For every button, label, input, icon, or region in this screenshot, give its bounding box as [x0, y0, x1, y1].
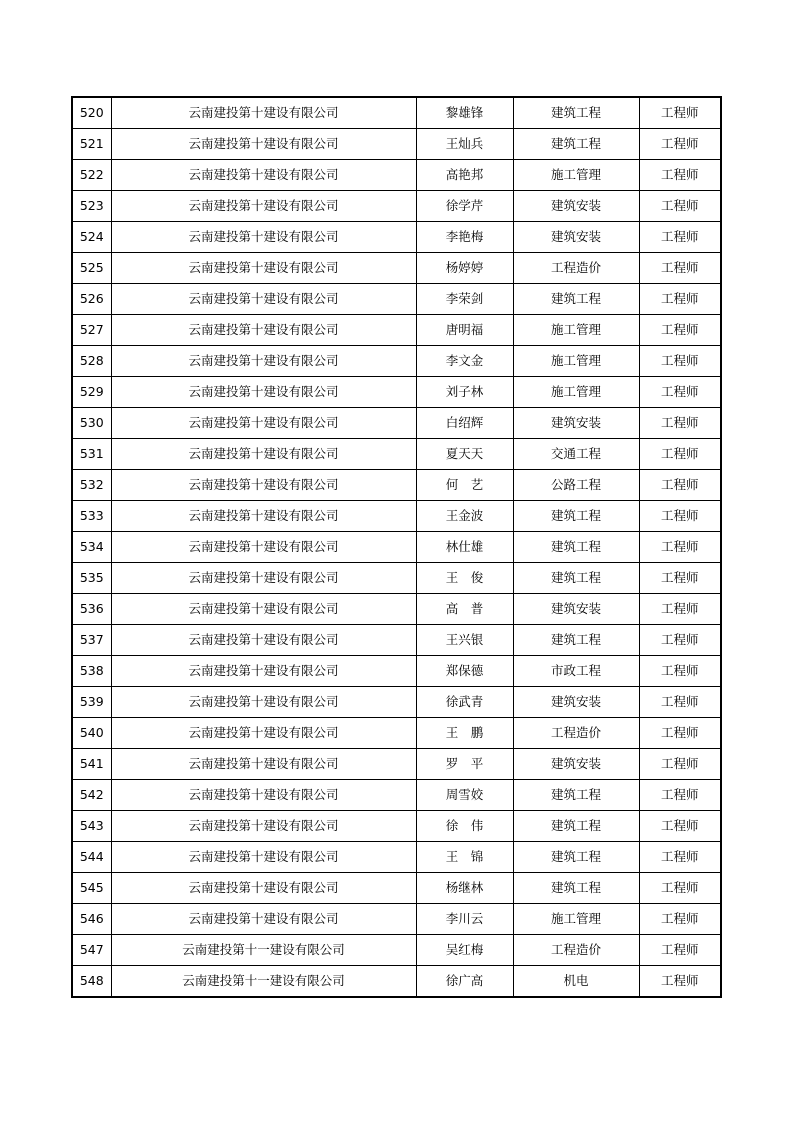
table-row	[72, 191, 721, 222]
person-name-cell: 郑保德	[416, 656, 513, 687]
table-row	[72, 501, 721, 532]
company-cell: 云南建投第十建设有限公司	[111, 97, 416, 129]
row-number-cell: 532	[72, 470, 111, 501]
job-title-cell: 工程师	[639, 284, 721, 315]
company-cell: 云南建投第十建设有限公司	[111, 718, 416, 749]
row-number-cell: 547	[72, 935, 111, 966]
job-title-cell: 工程师	[639, 532, 721, 563]
job-title-cell: 工程师	[639, 191, 721, 222]
person-name-cell: 杨继林	[416, 873, 513, 904]
person-name-cell: 何 艺	[416, 470, 513, 501]
person-name-cell: 王 鹏	[416, 718, 513, 749]
person-name-cell: 王灿兵	[416, 129, 513, 160]
company-cell: 云南建投第十建设有限公司	[111, 253, 416, 284]
table-row	[72, 532, 721, 563]
company-cell: 云南建投第十建设有限公司	[111, 656, 416, 687]
job-title-cell: 工程师	[639, 780, 721, 811]
company-cell: 云南建投第十建设有限公司	[111, 811, 416, 842]
specialty-cell: 建筑工程	[513, 811, 639, 842]
table-row	[72, 470, 721, 501]
company-cell: 云南建投第十建设有限公司	[111, 563, 416, 594]
row-number-cell: 530	[72, 408, 111, 439]
table-row	[72, 780, 721, 811]
person-name-cell: 杨婷婷	[416, 253, 513, 284]
specialty-cell: 工程造价	[513, 253, 639, 284]
row-number-cell: 523	[72, 191, 111, 222]
person-name-cell: 王 锦	[416, 842, 513, 873]
table-row	[72, 873, 721, 904]
row-number-cell: 543	[72, 811, 111, 842]
person-name-cell: 王金波	[416, 501, 513, 532]
specialty-cell: 工程造价	[513, 935, 639, 966]
row-number-cell: 531	[72, 439, 111, 470]
job-title-cell: 工程师	[639, 842, 721, 873]
company-cell: 云南建投第十建设有限公司	[111, 222, 416, 253]
job-title-cell: 工程师	[639, 563, 721, 594]
person-name-cell: 高艳邦	[416, 160, 513, 191]
specialty-cell: 建筑工程	[513, 873, 639, 904]
person-name-cell: 徐 伟	[416, 811, 513, 842]
job-title-cell: 工程师	[639, 470, 721, 501]
row-number-cell: 535	[72, 563, 111, 594]
specialty-cell: 建筑工程	[513, 284, 639, 315]
company-cell: 云南建投第十建设有限公司	[111, 284, 416, 315]
specialty-cell: 建筑工程	[513, 532, 639, 563]
row-number-cell: 539	[72, 687, 111, 718]
table-row	[72, 253, 721, 284]
company-cell: 云南建投第十建设有限公司	[111, 780, 416, 811]
table-row	[72, 346, 721, 377]
table-row	[72, 97, 721, 129]
job-title-cell: 工程师	[639, 935, 721, 966]
job-title-cell: 工程师	[639, 97, 721, 129]
row-number-cell: 546	[72, 904, 111, 935]
specialty-cell: 建筑工程	[513, 625, 639, 656]
person-name-cell: 王兴银	[416, 625, 513, 656]
person-name-cell: 李文金	[416, 346, 513, 377]
person-name-cell: 白绍辉	[416, 408, 513, 439]
table-row	[72, 222, 721, 253]
specialty-cell: 施工管理	[513, 904, 639, 935]
specialty-cell: 建筑工程	[513, 780, 639, 811]
row-number-cell: 525	[72, 253, 111, 284]
company-cell: 云南建投第十建设有限公司	[111, 129, 416, 160]
row-number-cell: 533	[72, 501, 111, 532]
job-title-cell: 工程师	[639, 594, 721, 625]
person-name-cell: 徐学芹	[416, 191, 513, 222]
company-cell: 云南建投第十建设有限公司	[111, 315, 416, 346]
table-row	[72, 377, 721, 408]
job-title-cell: 工程师	[639, 160, 721, 191]
specialty-cell: 建筑工程	[513, 501, 639, 532]
specialty-cell: 建筑安装	[513, 191, 639, 222]
person-name-cell: 徐广高	[416, 966, 513, 998]
company-cell: 云南建投第十建设有限公司	[111, 749, 416, 780]
job-title-cell: 工程师	[639, 687, 721, 718]
specialty-cell: 交通工程	[513, 439, 639, 470]
table-row	[72, 687, 721, 718]
table-row	[72, 625, 721, 656]
person-name-cell: 李荣剑	[416, 284, 513, 315]
company-cell: 云南建投第十建设有限公司	[111, 191, 416, 222]
row-number-cell: 545	[72, 873, 111, 904]
company-cell: 云南建投第十建设有限公司	[111, 439, 416, 470]
company-cell: 云南建投第十建设有限公司	[111, 377, 416, 408]
job-title-cell: 工程师	[639, 904, 721, 935]
person-name-cell: 唐明福	[416, 315, 513, 346]
row-number-cell: 527	[72, 315, 111, 346]
person-name-cell: 徐武青	[416, 687, 513, 718]
row-number-cell: 520	[72, 97, 111, 129]
specialty-cell: 施工管理	[513, 346, 639, 377]
row-number-cell: 537	[72, 625, 111, 656]
person-name-cell: 黎雄锋	[416, 97, 513, 129]
engineer-roster-table	[71, 96, 722, 998]
specialty-cell: 建筑安装	[513, 222, 639, 253]
row-number-cell: 541	[72, 749, 111, 780]
specialty-cell: 建筑工程	[513, 97, 639, 129]
job-title-cell: 工程师	[639, 749, 721, 780]
person-name-cell: 李川云	[416, 904, 513, 935]
table-row	[72, 656, 721, 687]
person-name-cell: 林仕雄	[416, 532, 513, 563]
table-row	[72, 408, 721, 439]
specialty-cell: 施工管理	[513, 315, 639, 346]
row-number-cell: 544	[72, 842, 111, 873]
row-number-cell: 529	[72, 377, 111, 408]
row-number-cell: 534	[72, 532, 111, 563]
table-row	[72, 160, 721, 191]
person-name-cell: 周雪姣	[416, 780, 513, 811]
company-cell: 云南建投第十建设有限公司	[111, 470, 416, 501]
company-cell: 云南建投第十建设有限公司	[111, 625, 416, 656]
person-name-cell: 王 俊	[416, 563, 513, 594]
table-row	[72, 966, 721, 998]
specialty-cell: 工程造价	[513, 718, 639, 749]
job-title-cell: 工程师	[639, 377, 721, 408]
job-title-cell: 工程师	[639, 129, 721, 160]
table-row	[72, 749, 721, 780]
company-cell: 云南建投第十建设有限公司	[111, 160, 416, 191]
job-title-cell: 工程师	[639, 315, 721, 346]
row-number-cell: 528	[72, 346, 111, 377]
row-number-cell: 522	[72, 160, 111, 191]
company-cell: 云南建投第十建设有限公司	[111, 408, 416, 439]
row-number-cell: 521	[72, 129, 111, 160]
table-row	[72, 935, 721, 966]
person-name-cell: 高 普	[416, 594, 513, 625]
specialty-cell: 建筑安装	[513, 749, 639, 780]
table-row	[72, 315, 721, 346]
company-cell: 云南建投第十一建设有限公司	[111, 966, 416, 998]
person-name-cell: 李艳梅	[416, 222, 513, 253]
specialty-cell: 建筑工程	[513, 129, 639, 160]
row-number-cell: 548	[72, 966, 111, 998]
table-row	[72, 718, 721, 749]
company-cell: 云南建投第十建设有限公司	[111, 687, 416, 718]
job-title-cell: 工程师	[639, 966, 721, 998]
person-name-cell: 夏天天	[416, 439, 513, 470]
row-number-cell: 542	[72, 780, 111, 811]
job-title-cell: 工程师	[639, 253, 721, 284]
company-cell: 云南建投第十建设有限公司	[111, 904, 416, 935]
specialty-cell: 建筑安装	[513, 687, 639, 718]
roster-body	[72, 97, 721, 997]
specialty-cell: 建筑安装	[513, 594, 639, 625]
row-number-cell: 536	[72, 594, 111, 625]
table-row	[72, 129, 721, 160]
company-cell: 云南建投第十建设有限公司	[111, 842, 416, 873]
job-title-cell: 工程师	[639, 222, 721, 253]
job-title-cell: 工程师	[639, 656, 721, 687]
row-number-cell: 540	[72, 718, 111, 749]
job-title-cell: 工程师	[639, 718, 721, 749]
job-title-cell: 工程师	[639, 811, 721, 842]
table-row	[72, 811, 721, 842]
company-cell: 云南建投第十建设有限公司	[111, 873, 416, 904]
table-row	[72, 904, 721, 935]
person-name-cell: 吴红梅	[416, 935, 513, 966]
table-row	[72, 842, 721, 873]
table-row	[72, 563, 721, 594]
table-row	[72, 594, 721, 625]
table-row	[72, 284, 721, 315]
row-number-cell: 538	[72, 656, 111, 687]
specialty-cell: 公路工程	[513, 470, 639, 501]
specialty-cell: 建筑安装	[513, 408, 639, 439]
job-title-cell: 工程师	[639, 625, 721, 656]
company-cell: 云南建投第十建设有限公司	[111, 346, 416, 377]
company-cell: 云南建投第十一建设有限公司	[111, 935, 416, 966]
row-number-cell: 526	[72, 284, 111, 315]
job-title-cell: 工程师	[639, 873, 721, 904]
company-cell: 云南建投第十建设有限公司	[111, 594, 416, 625]
specialty-cell: 施工管理	[513, 377, 639, 408]
job-title-cell: 工程师	[639, 501, 721, 532]
company-cell: 云南建投第十建设有限公司	[111, 532, 416, 563]
job-title-cell: 工程师	[639, 439, 721, 470]
specialty-cell: 建筑工程	[513, 563, 639, 594]
specialty-cell: 建筑工程	[513, 842, 639, 873]
company-cell: 云南建投第十建设有限公司	[111, 501, 416, 532]
row-number-cell: 524	[72, 222, 111, 253]
table-row	[72, 439, 721, 470]
person-name-cell: 罗 平	[416, 749, 513, 780]
specialty-cell: 施工管理	[513, 160, 639, 191]
specialty-cell: 机电	[513, 966, 639, 998]
job-title-cell: 工程师	[639, 346, 721, 377]
specialty-cell: 市政工程	[513, 656, 639, 687]
person-name-cell: 刘子林	[416, 377, 513, 408]
job-title-cell: 工程师	[639, 408, 721, 439]
